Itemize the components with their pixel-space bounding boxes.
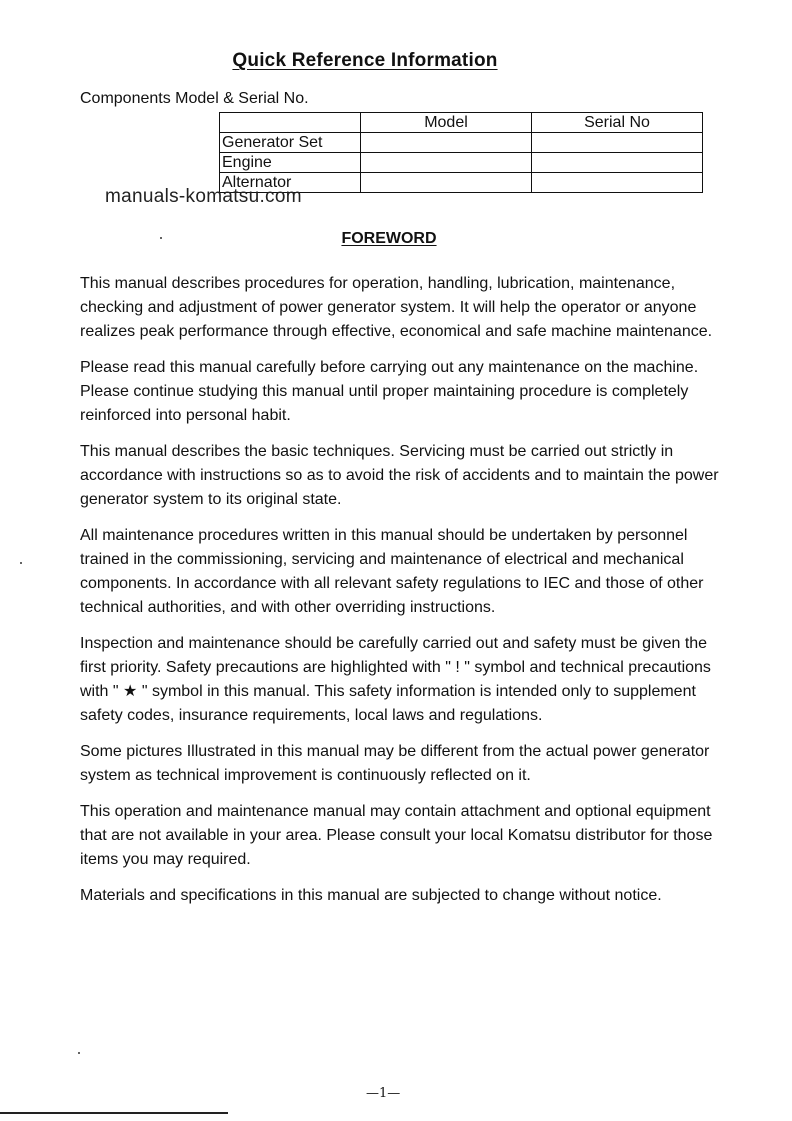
foreword-paragraph: This manual describes the basic techniques. Servicing must be carried out strictly in accordance with instructions so as to avoid the risk of accidents and to maintain the power generator system to its original state. <box>80 443 719 508</box>
table-row <box>220 153 703 173</box>
components-caption: Components Model & Serial No. <box>80 90 309 107</box>
watermark: manuals-komatsu.com <box>105 186 302 207</box>
table-header-row <box>220 113 703 133</box>
foreword-paragraph: Please read this manual carefully before carrying out any maintenance on the machine. Please continue studying this manual until proper maintaining procedure is completely reinforced into personal habit. <box>80 359 699 424</box>
serial-cell <box>532 173 703 193</box>
foreword-paragraph: Some pictures Illustrated in this manual may be different from the actual power generator system as technical improvement is continuously reflected on it. <box>80 743 710 784</box>
scan-speck <box>20 562 22 564</box>
table-header-serial: Serial No <box>532 113 703 133</box>
foreword-heading: FOREWORD <box>341 230 437 247</box>
foreword-paragraph: This manual describes procedures for operation, handling, lubrication, maintenance, checking and adjustment of power generator system. It will help the operator or anyone realizes peak performance through effective, economical and safe machine maintenance. <box>80 275 713 340</box>
row-label-generator-set: Generator Set <box>220 133 361 153</box>
serial-cell <box>532 133 703 153</box>
foreword-paragraph: This operation and maintenance manual may contain attachment and optional equipment that are not available in your area. Please consult your local Komatsu distributor for those items you may required. <box>80 803 713 868</box>
scan-edge-rule <box>0 1112 228 1114</box>
page-title: Quick Reference Information <box>232 50 498 71</box>
table-header-model: Model <box>361 113 532 133</box>
foreword-paragraph: Inspection and maintenance should be carefully carried out and safety must be given the first priority. Safety precautions are highlighted with " ! " symbol and technical precautions with " ★ " symbol in this manual. This safety information is intended only to supplement safety codes, insurance requirements, local laws and regulations. <box>80 635 711 724</box>
foreword-paragraph: All maintenance procedures written in this manual should be undertaken by personnel trained in the commissioning, servicing and maintenance of electrical and mechanical components. In accordance with all relevant safety regulations to IEC and those of other technical authorities, and with other overriding instructions. <box>80 527 704 616</box>
components-table <box>219 112 703 193</box>
table-row <box>220 133 703 153</box>
table-header-cell <box>220 113 361 133</box>
page-number: —1— <box>366 1086 401 1101</box>
model-cell <box>361 173 532 193</box>
foreword-body <box>80 272 720 920</box>
serial-cell <box>532 153 703 173</box>
model-cell <box>361 133 532 153</box>
scan-speck <box>78 1052 80 1054</box>
foreword-paragraph: Materials and specifications in this manual are subjected to change without notice. <box>80 887 662 904</box>
model-cell <box>361 153 532 173</box>
row-label-alternator: Alternator <box>220 173 361 193</box>
scan-speck <box>160 237 162 239</box>
row-label-engine: Engine <box>220 153 361 173</box>
